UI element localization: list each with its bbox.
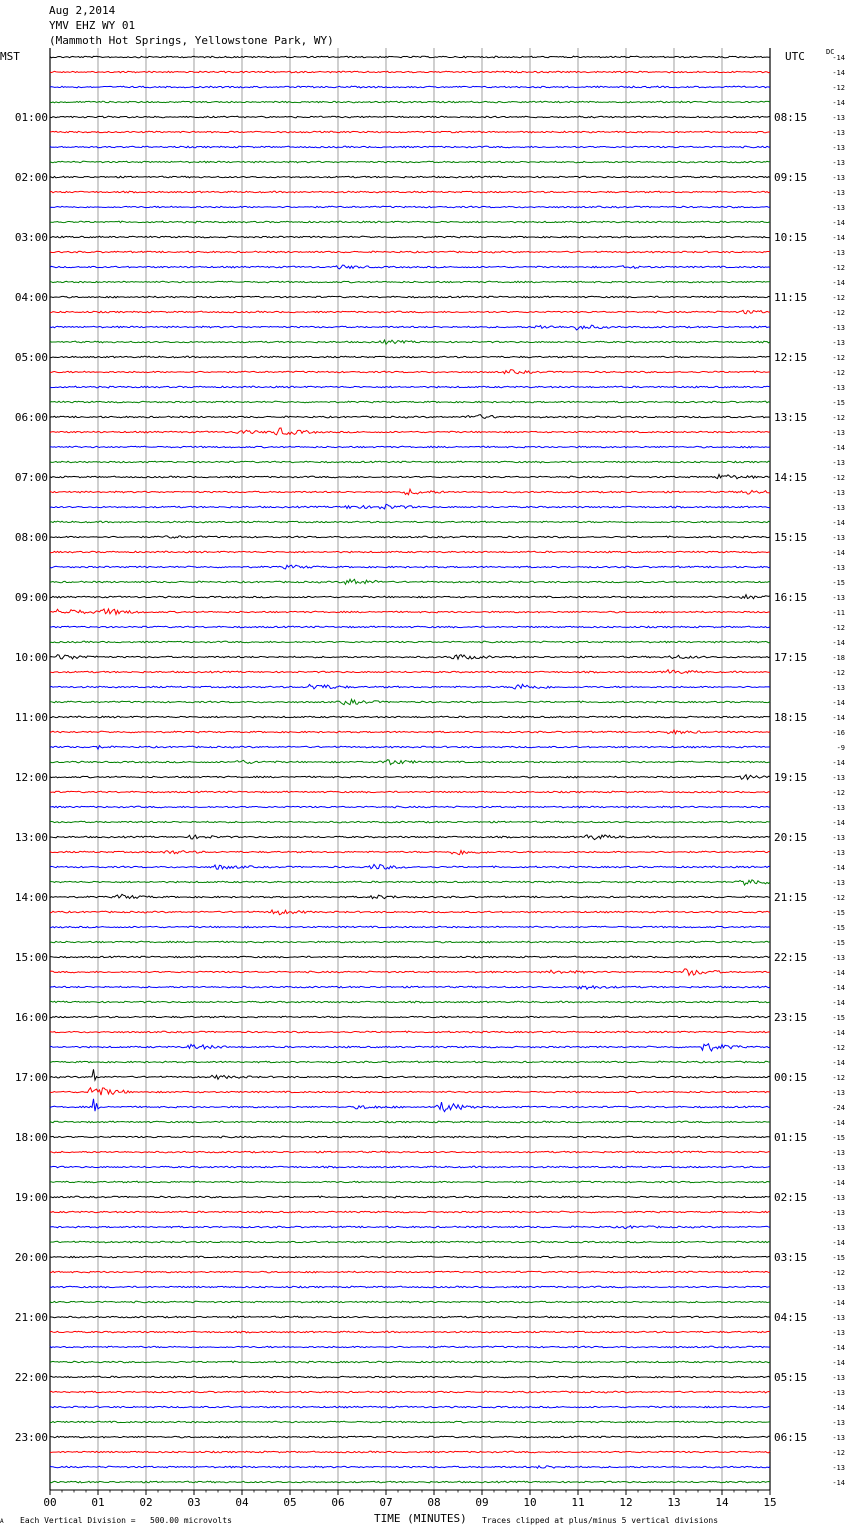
- dc-offset-16: -12: [832, 294, 845, 302]
- right-hour-label: 01:15: [774, 1131, 808, 1144]
- right-hour-labels: [774, 111, 807, 1444]
- trace-row-94: [50, 1466, 770, 1469]
- x-tick-label: 07: [379, 1496, 393, 1509]
- x-tick-label: 10: [523, 1496, 537, 1509]
- dc-offset-53: -13: [832, 849, 845, 857]
- trace-row-91: [50, 1421, 770, 1423]
- trace-row-5: [50, 131, 770, 133]
- trace-row-76: [50, 1196, 770, 1198]
- trace-row-31: [50, 521, 770, 523]
- trace-row-41: [50, 670, 770, 674]
- trace-row-79: [50, 1241, 770, 1243]
- clip-note: Traces clipped at plus/minus 5 vertical divisions: [482, 1516, 719, 1525]
- dc-offset-92: -13: [832, 1434, 845, 1442]
- dc-offset-68: -12: [832, 1074, 845, 1082]
- trace-row-11: [50, 221, 770, 223]
- dc-offset-95: -14: [832, 1479, 845, 1487]
- dc-offset-labels: [832, 54, 845, 1487]
- trace-row-47: [50, 760, 770, 765]
- dc-offset-82: -13: [832, 1284, 845, 1292]
- right-timezone-label: UTC: [785, 50, 805, 63]
- trace-row-88: [50, 1376, 770, 1378]
- trace-row-60: [50, 956, 770, 958]
- trace-row-58: [50, 926, 770, 928]
- left-hour-label: 19:00: [14, 1191, 48, 1204]
- corner-mark: A: [0, 1518, 4, 1525]
- station-code: YMV EHZ WY 01: [49, 19, 136, 32]
- dc-offset-59: -15: [832, 939, 845, 947]
- right-hour-label: 10:15: [774, 231, 808, 244]
- dc-offset-75: -14: [832, 1179, 845, 1187]
- dc-offset-61: -14: [832, 969, 845, 977]
- dc-offset-41: -12: [832, 669, 845, 677]
- dc-offset-38: -12: [832, 624, 845, 632]
- trace-row-12: [50, 236, 770, 238]
- trace-row-64: [50, 1016, 770, 1018]
- trace-row-87: [50, 1361, 770, 1363]
- trace-row-37: [50, 609, 770, 614]
- left-hour-label: 11:00: [14, 711, 48, 724]
- right-hour-label: 04:15: [774, 1311, 808, 1324]
- dc-offset-15: -14: [832, 279, 845, 287]
- dc-offset-34: -13: [832, 564, 845, 572]
- trace-row-84: [50, 1316, 770, 1318]
- minute-gridlines: [50, 48, 770, 1490]
- x-tick-label: 05: [283, 1496, 297, 1509]
- dc-offset-29: -13: [832, 489, 845, 497]
- trace-row-54: [50, 864, 770, 869]
- right-hour-label: 09:15: [774, 171, 808, 184]
- trace-row-57: [50, 910, 770, 915]
- left-hour-label: 20:00: [14, 1251, 48, 1264]
- x-tick-label: 03: [187, 1496, 201, 1509]
- left-hour-label: 06:00: [14, 411, 48, 424]
- dc-offset-63: -14: [832, 999, 845, 1007]
- dc-offset-30: -13: [832, 504, 845, 512]
- left-hour-label: 21:00: [14, 1311, 48, 1324]
- trace-row-13: [50, 251, 770, 253]
- trace-row-52: [50, 835, 770, 840]
- trace-row-56: [50, 894, 770, 898]
- scale-label: Each Vertical Division =: [20, 1516, 136, 1525]
- x-tick-label: 15: [763, 1496, 777, 1509]
- trace-row-7: [50, 161, 770, 163]
- dc-offset-83: -14: [832, 1299, 845, 1307]
- dc-offset-18: -13: [832, 324, 845, 332]
- dc-offset-62: -14: [832, 984, 845, 992]
- dc-offset-37: -11: [832, 609, 845, 617]
- trace-row-51: [50, 821, 770, 823]
- trace-row-65: [50, 1031, 770, 1033]
- dc-offset-26: -14: [832, 444, 845, 452]
- dc-offset-60: -13: [832, 954, 845, 962]
- right-hour-label: 05:15: [774, 1371, 808, 1384]
- right-hour-label: 19:15: [774, 771, 808, 784]
- trace-row-28: [50, 474, 770, 478]
- trace-row-55: [50, 880, 770, 885]
- trace-row-34: [50, 565, 770, 569]
- trace-row-40: [50, 655, 770, 659]
- left-hour-label: 07:00: [14, 471, 48, 484]
- x-tick-label: 00: [43, 1496, 57, 1509]
- trace-row-25: [50, 428, 770, 435]
- trace-row-74: [50, 1166, 770, 1168]
- dc-offset-64: -15: [832, 1014, 845, 1022]
- trace-row-14: [50, 265, 770, 269]
- trace-row-42: [50, 684, 770, 689]
- dc-offset-48: -13: [832, 774, 845, 782]
- dc-offset-23: -15: [832, 399, 845, 407]
- dc-offset-73: -13: [832, 1149, 845, 1157]
- right-hour-label: 14:15: [774, 471, 808, 484]
- left-hour-label: 18:00: [14, 1131, 48, 1144]
- trace-row-43: [50, 699, 770, 704]
- trace-row-3: [50, 101, 770, 103]
- trace-row-81: [50, 1271, 770, 1273]
- trace-row-83: [50, 1301, 770, 1303]
- dc-offset-10: -13: [832, 204, 845, 212]
- trace-row-61: [50, 969, 770, 975]
- trace-row-50: [50, 806, 770, 808]
- trace-row-71: [50, 1121, 770, 1123]
- dc-offset-2: -12: [832, 84, 845, 92]
- right-hour-label: 13:15: [774, 411, 808, 424]
- dc-offset-72: -15: [832, 1134, 845, 1142]
- time-axis: [43, 1490, 776, 1509]
- dc-offset-71: -14: [832, 1119, 845, 1127]
- dc-offset-93: -12: [832, 1449, 845, 1457]
- trace-row-85: [50, 1331, 770, 1333]
- left-hour-labels: [15, 111, 48, 1444]
- dc-offset-5: -13: [832, 129, 845, 137]
- trace-row-80: [50, 1256, 770, 1258]
- dc-offset-56: -12: [832, 894, 845, 902]
- dc-offset-6: -13: [832, 144, 845, 152]
- dc-offset-51: -14: [832, 819, 845, 827]
- trace-row-23: [50, 401, 770, 403]
- dc-offset-31: -14: [832, 519, 845, 527]
- dc-offset-90: -14: [832, 1404, 845, 1412]
- right-hour-label: 22:15: [774, 951, 808, 964]
- trace-row-70: [50, 1099, 770, 1112]
- trace-row-59: [50, 941, 770, 943]
- dc-offset-21: -12: [832, 369, 845, 377]
- right-hour-label: 00:15: [774, 1071, 808, 1084]
- trace-row-92: [50, 1436, 770, 1438]
- dc-offset-57: -15: [832, 909, 845, 917]
- right-hour-label: 23:15: [774, 1011, 808, 1024]
- trace-row-4: [50, 116, 770, 118]
- trace-row-67: [50, 1061, 770, 1063]
- trace-row-36: [50, 595, 770, 599]
- trace-row-6: [50, 146, 770, 148]
- right-hour-label: 21:15: [774, 891, 808, 904]
- dc-offset-3: -14: [832, 99, 845, 107]
- trace-row-21: [50, 370, 770, 374]
- dc-offset-header: DC: [826, 48, 835, 56]
- dc-offset-47: -14: [832, 759, 845, 767]
- dc-offset-49: -12: [832, 789, 845, 797]
- trace-row-22: [50, 386, 770, 388]
- trace-row-89: [50, 1391, 770, 1393]
- right-hour-label: 20:15: [774, 831, 808, 844]
- left-hour-label: 01:00: [14, 111, 48, 124]
- dc-offset-70: -24: [832, 1104, 845, 1112]
- dc-offset-81: -12: [832, 1269, 845, 1277]
- left-hour-label: 09:00: [14, 591, 48, 604]
- right-hour-label: 08:15: [774, 111, 808, 124]
- trace-row-48: [50, 775, 770, 780]
- right-hour-label: 02:15: [774, 1191, 808, 1204]
- dc-offset-0: -14: [832, 54, 845, 62]
- left-hour-label: 10:00: [14, 651, 48, 664]
- dc-offset-52: -13: [832, 834, 845, 842]
- trace-row-2: [50, 86, 770, 88]
- dc-offset-14: -12: [832, 264, 845, 272]
- dc-offset-69: -13: [832, 1089, 845, 1097]
- dc-offset-19: -13: [832, 339, 845, 347]
- x-tick-label: 06: [331, 1496, 345, 1509]
- dc-offset-25: -13: [832, 429, 845, 437]
- trace-row-32: [50, 536, 770, 538]
- dc-offset-67: -14: [832, 1059, 845, 1067]
- right-hour-label: 17:15: [774, 651, 808, 664]
- dc-offset-54: -14: [832, 864, 845, 872]
- trace-row-35: [50, 579, 770, 584]
- x-tick-label: 12: [619, 1496, 633, 1509]
- left-hour-label: 13:00: [14, 831, 48, 844]
- dc-offset-45: -16: [832, 729, 845, 737]
- trace-row-53: [50, 851, 770, 855]
- dc-offset-39: -14: [832, 639, 845, 647]
- trace-row-16: [50, 296, 770, 298]
- trace-row-9: [50, 191, 770, 193]
- trace-row-38: [50, 626, 770, 628]
- x-axis-label: TIME (MINUTES): [374, 1512, 467, 1525]
- trace-row-29: [50, 489, 770, 494]
- trace-row-30: [50, 504, 770, 509]
- dc-offset-22: -13: [832, 384, 845, 392]
- right-hour-label: 03:15: [774, 1251, 808, 1264]
- trace-row-63: [50, 1001, 770, 1003]
- trace-row-66: [50, 1044, 770, 1051]
- dc-offset-27: -13: [832, 459, 845, 467]
- dc-offset-76: -13: [832, 1194, 845, 1202]
- trace-row-44: [50, 716, 770, 718]
- trace-row-39: [50, 641, 770, 643]
- x-tick-label: 09: [475, 1496, 489, 1509]
- trace-row-8: [50, 176, 770, 178]
- right-hour-label: 11:15: [774, 291, 808, 304]
- dc-offset-79: -14: [832, 1239, 845, 1247]
- trace-row-20: [50, 356, 770, 358]
- trace-row-1: [50, 71, 770, 73]
- trace-row-10: [50, 206, 770, 208]
- trace-row-49: [50, 791, 770, 793]
- dc-offset-91: -13: [832, 1419, 845, 1427]
- x-tick-label: 04: [235, 1496, 249, 1509]
- dc-offset-74: -13: [832, 1164, 845, 1172]
- trace-row-18: [50, 325, 770, 330]
- left-hour-label: 22:00: [14, 1371, 48, 1384]
- dc-offset-24: -12: [832, 414, 845, 422]
- dc-offset-28: -12: [832, 474, 845, 482]
- right-hour-label: 18:15: [774, 711, 808, 724]
- trace-rows: [50, 56, 770, 1483]
- dc-offset-85: -13: [832, 1329, 845, 1337]
- trace-row-90: [50, 1406, 770, 1408]
- dc-offset-66: -12: [832, 1044, 845, 1052]
- dc-offset-43: -14: [832, 699, 845, 707]
- dc-offset-58: -15: [832, 924, 845, 932]
- x-tick-label: 02: [139, 1496, 153, 1509]
- dc-offset-77: -13: [832, 1209, 845, 1217]
- left-hour-label: 05:00: [14, 351, 48, 364]
- dc-offset-36: -13: [832, 594, 845, 602]
- dc-offset-46: -9: [836, 744, 845, 752]
- dc-offset-50: -13: [832, 804, 845, 812]
- trace-row-73: [50, 1151, 770, 1153]
- x-tick-label: 13: [667, 1496, 681, 1509]
- trace-row-46: [50, 746, 770, 750]
- left-hour-label: 23:00: [14, 1431, 48, 1444]
- left-hour-label: 17:00: [14, 1071, 48, 1084]
- right-hour-label: 06:15: [774, 1431, 808, 1444]
- dc-offset-4: -13: [832, 114, 845, 122]
- dc-offset-35: -15: [832, 579, 845, 587]
- x-tick-label: 14: [715, 1496, 729, 1509]
- trace-row-77: [50, 1211, 770, 1213]
- left-hour-label: 04:00: [14, 291, 48, 304]
- trace-row-69: [50, 1088, 770, 1095]
- dc-offset-42: -13: [832, 684, 845, 692]
- dc-offset-87: -14: [832, 1359, 845, 1367]
- dc-offset-65: -14: [832, 1029, 845, 1037]
- right-hour-label: 16:15: [774, 591, 808, 604]
- dc-offset-32: -13: [832, 534, 845, 542]
- trace-row-17: [50, 310, 770, 314]
- dc-offset-13: -13: [832, 249, 845, 257]
- right-hour-label: 15:15: [774, 531, 808, 544]
- dc-offset-12: -14: [832, 234, 845, 242]
- left-hour-label: 12:00: [14, 771, 48, 784]
- dc-offset-80: -15: [832, 1254, 845, 1262]
- trace-row-62: [50, 986, 770, 989]
- left-timezone-label: MST: [0, 50, 20, 63]
- trace-row-19: [50, 340, 770, 344]
- dc-offset-9: -13: [832, 189, 845, 197]
- trace-row-24: [50, 415, 770, 419]
- trace-row-95: [50, 1481, 770, 1483]
- trace-row-82: [50, 1286, 770, 1288]
- left-hour-label: 16:00: [14, 1011, 48, 1024]
- trace-row-0: [50, 56, 770, 58]
- dc-offset-89: -13: [832, 1389, 845, 1397]
- dc-offset-55: -13: [832, 879, 845, 887]
- left-hour-label: 03:00: [14, 231, 48, 244]
- dc-offset-94: -13: [832, 1464, 845, 1472]
- trace-row-26: [50, 446, 770, 448]
- dc-offset-11: -14: [832, 219, 845, 227]
- dc-offset-40: -18: [832, 654, 845, 662]
- trace-row-15: [50, 281, 770, 283]
- x-tick-label: 11: [571, 1496, 585, 1509]
- left-hour-label: 15:00: [14, 951, 48, 964]
- scale-value: 500.00 microvolts: [150, 1516, 232, 1525]
- dc-offset-1: -14: [832, 69, 845, 77]
- trace-row-45: [50, 730, 770, 734]
- trace-row-78: [50, 1226, 770, 1229]
- dc-offset-20: -12: [832, 354, 845, 362]
- trace-row-33: [50, 551, 770, 553]
- dc-offset-33: -14: [832, 549, 845, 557]
- left-hour-label: 08:00: [14, 531, 48, 544]
- trace-row-72: [50, 1136, 770, 1138]
- dc-offset-17: -12: [832, 309, 845, 317]
- dc-offset-84: -13: [832, 1314, 845, 1322]
- trace-row-68: [50, 1069, 770, 1080]
- x-tick-label: 01: [91, 1496, 105, 1509]
- left-hour-label: 14:00: [14, 891, 48, 904]
- trace-row-93: [50, 1451, 770, 1453]
- x-tick-label: 08: [427, 1496, 441, 1509]
- plot-date: Aug 2,2014: [49, 4, 116, 17]
- dc-offset-86: -14: [832, 1344, 845, 1352]
- trace-row-27: [50, 461, 770, 463]
- station-location: (Mammoth Hot Springs, Yellowstone Park, WY): [49, 34, 334, 47]
- dc-offset-44: -14: [832, 714, 845, 722]
- left-hour-label: 02:00: [14, 171, 48, 184]
- dc-offset-7: -13: [832, 159, 845, 167]
- trace-row-86: [50, 1346, 770, 1348]
- dc-offset-88: -13: [832, 1374, 845, 1382]
- dc-offset-78: -13: [832, 1224, 845, 1232]
- dc-offset-8: -13: [832, 174, 845, 182]
- right-hour-label: 12:15: [774, 351, 808, 364]
- trace-row-75: [50, 1181, 770, 1183]
